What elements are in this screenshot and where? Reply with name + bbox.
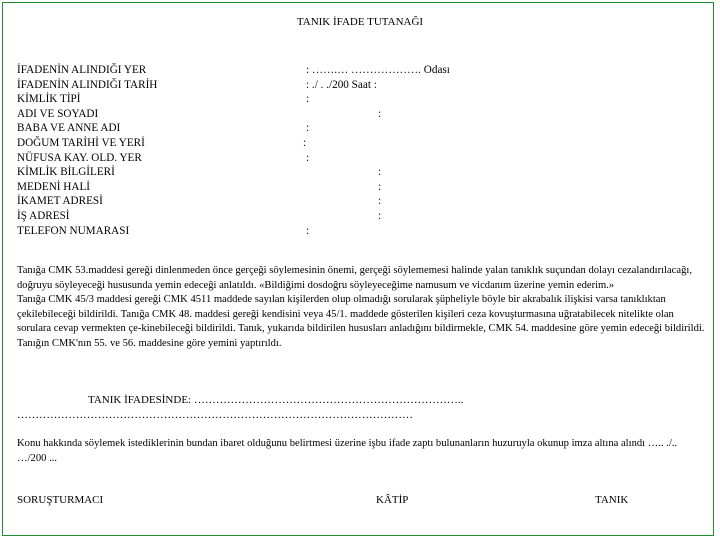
notice-paragraph: Tanığın CMK'nın 55. ve 56. maddesine göre yemini yaptırıldı. bbox=[17, 337, 282, 349]
document-title: TANIK İFADE TUTANAĞI bbox=[296, 16, 424, 28]
field-value: : …….… ………………. Odası bbox=[306, 64, 450, 76]
field-label: MEDENİ HALİ bbox=[17, 180, 91, 193]
field-value: : bbox=[306, 93, 310, 106]
field-label: KİMLİK BİLGİLERİ bbox=[17, 166, 115, 179]
field-label: İFADENİN ALINDIĞI YER bbox=[17, 64, 147, 76]
signature-clerk: KÂTİP bbox=[376, 494, 409, 506]
notice-paragraph: Tanığa CMK 53.maddesi gereği dinlenmeden önce gerçeği söylemesinin önemi, gerçeği söylememesi halinde yalan tanıklık suçundan dolayı cezalandırılacağı, doğruyu söyleyeceği hususunda yemin edeceği anlatıldı. «Bildiğimi dosdoğru söyleyeceğime namusum ve vicdanım üzerine yemin ederim.» bbox=[17, 265, 692, 291]
field-label: İŞ ADRESİ bbox=[17, 209, 70, 222]
field-value: : bbox=[306, 122, 310, 135]
closing-text: Konu hakkında söylemek istediklerinin bundan ibaret olduğunu belirtmesi üzerine işbu ifade zaptı bulunanların huzuruyla okunup imza altına alındı ….. ./.. …/200 ... bbox=[17, 438, 678, 464]
field-label: TELEFON NUMARASI bbox=[17, 224, 130, 237]
field-label: NÜFUSA KAY. OLD. YER bbox=[17, 151, 142, 164]
field-label: DOĞUM TARİHİ VE YERİ bbox=[17, 136, 145, 149]
field-value: : bbox=[378, 107, 382, 120]
field-label: İFADENİN ALINDIĞI TARİH bbox=[17, 78, 158, 91]
statement-continuation: ……………………………………………………………………………………………… bbox=[17, 409, 413, 421]
statement-line: TANIK İFADESİNDE: ……………………………………………………………….. bbox=[88, 394, 464, 406]
field-value: : ./ . ./200 Saat : bbox=[306, 78, 377, 91]
field-label: BABA VE ANNE ADI bbox=[17, 122, 121, 135]
signature-investigator: SORUŞTURMACI bbox=[17, 494, 104, 506]
field-value: : bbox=[306, 224, 310, 237]
field-value: : bbox=[306, 151, 310, 164]
field-value: : bbox=[303, 136, 307, 149]
field-label: İKAMET ADRESİ bbox=[17, 195, 103, 208]
field-label: KİMLİK TİPİ bbox=[17, 93, 81, 106]
field-label: ADI VE SOYADI bbox=[17, 107, 99, 120]
field-value: : bbox=[378, 166, 382, 179]
signature-witness: TANIK bbox=[595, 494, 629, 506]
field-value: : bbox=[378, 209, 382, 222]
legal-notice bbox=[17, 264, 707, 351]
notice-paragraph: Tanığa CMK 45/3 maddesi gereği CMK 4511 maddede sayılan kişilerden olup olmadığı sorularak şüpheliyle böyle bir akrabalık ilişkisi varsa tanıklıktan çekilebileceği bildirildi. Tanığa CMK 48. maddesi gereği kendisini veya 45/1. maddede gösterilen kişileri ceza kovuşturmasına uğratabilecek nitelikte olan sorulara cevap vermekten çe-kinebileceği bildirildi. Tanık, yukarıda bildirilen hususları anladığını bildirmekle, CMK 54. maddesine göre yemin edeceği bildirildi. bbox=[17, 294, 705, 334]
field-value: : bbox=[378, 195, 382, 208]
field-value: : bbox=[378, 180, 382, 193]
